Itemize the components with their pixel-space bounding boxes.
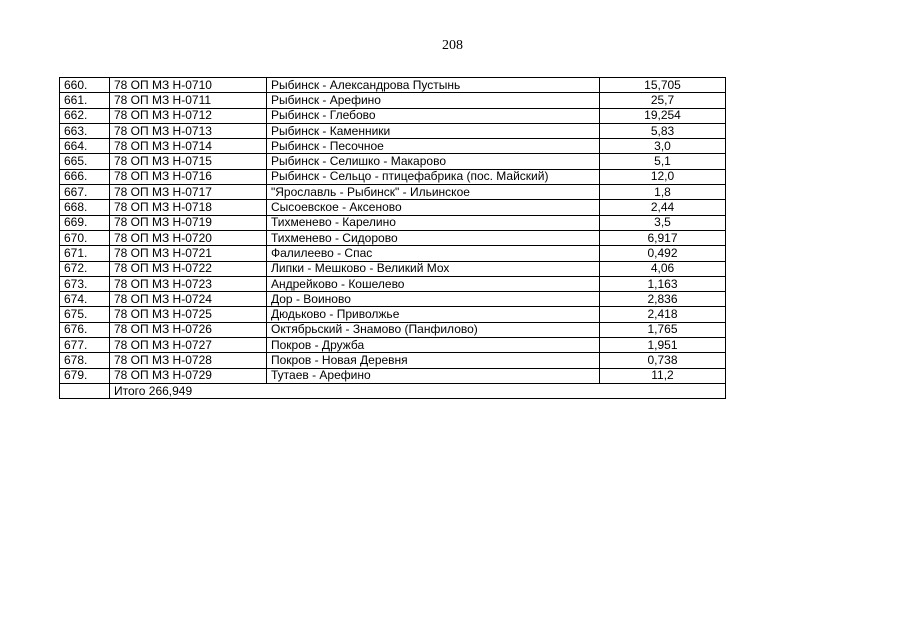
total-row-label: Итого 266,949 bbox=[110, 383, 726, 398]
row-number-cell: 665. bbox=[60, 154, 110, 169]
row-number-cell: 669. bbox=[60, 215, 110, 230]
road-name-cell: Сысоевское - Аксеново bbox=[267, 200, 600, 215]
road-code-cell: 78 ОП МЗ Н-0727 bbox=[110, 338, 267, 353]
table-row bbox=[60, 322, 726, 337]
table-row bbox=[60, 200, 726, 215]
road-name-cell: Рыбинск - Сельцо - птицефабрика (пос. Майский) bbox=[267, 169, 600, 184]
table-row bbox=[60, 123, 726, 138]
row-number-cell: 672. bbox=[60, 261, 110, 276]
table-row bbox=[60, 368, 726, 383]
road-name-cell: Рыбинск - Селишко - Макарово bbox=[267, 154, 600, 169]
roads-table-body bbox=[60, 78, 726, 384]
row-number-cell: 674. bbox=[60, 292, 110, 307]
road-code-cell: 78 ОП МЗ Н-0712 bbox=[110, 108, 267, 123]
road-length-cell: 19,254 bbox=[600, 108, 726, 123]
road-name-cell: Тутаев - Арефино bbox=[267, 368, 600, 383]
road-length-cell: 1,951 bbox=[600, 338, 726, 353]
row-number-cell: 663. bbox=[60, 123, 110, 138]
road-code-cell: 78 ОП МЗ Н-0724 bbox=[110, 292, 267, 307]
row-number-cell: 662. bbox=[60, 108, 110, 123]
road-length-cell: 2,418 bbox=[600, 307, 726, 322]
table-row bbox=[60, 307, 726, 322]
road-code-cell: 78 ОП МЗ Н-0719 bbox=[110, 215, 267, 230]
road-code-cell: 78 ОП МЗ Н-0715 bbox=[110, 154, 267, 169]
row-number-cell: 667. bbox=[60, 185, 110, 200]
road-length-cell: 3,0 bbox=[600, 139, 726, 154]
row-number-cell: 668. bbox=[60, 200, 110, 215]
road-name-cell: Рыбинск - Глебово bbox=[267, 108, 600, 123]
table-row bbox=[60, 215, 726, 230]
road-code-cell: 78 ОП МЗ Н-0718 bbox=[110, 200, 267, 215]
road-length-cell: 1,8 bbox=[600, 185, 726, 200]
road-name-cell: Покров - Новая Деревня bbox=[267, 353, 600, 368]
road-name-cell: Октябрьский - Знамово (Панфилово) bbox=[267, 322, 600, 337]
road-name-cell: Рыбинск - Каменники bbox=[267, 123, 600, 138]
table-row bbox=[60, 261, 726, 276]
row-number-cell: 671. bbox=[60, 246, 110, 261]
road-length-cell: 5,1 bbox=[600, 154, 726, 169]
road-length-cell: 2,836 bbox=[600, 292, 726, 307]
table-row bbox=[60, 139, 726, 154]
road-code-cell: 78 ОП МЗ Н-0710 bbox=[110, 78, 267, 93]
road-code-cell: 78 ОП МЗ Н-0721 bbox=[110, 246, 267, 261]
road-code-cell: 78 ОП МЗ Н-0723 bbox=[110, 276, 267, 291]
road-code-cell: 78 ОП МЗ Н-0716 bbox=[110, 169, 267, 184]
row-number-cell: 675. bbox=[60, 307, 110, 322]
row-number-cell: 664. bbox=[60, 139, 110, 154]
row-number-cell: 678. bbox=[60, 353, 110, 368]
road-code-cell: 78 ОП МЗ Н-0729 bbox=[110, 368, 267, 383]
road-code-cell: 78 ОП МЗ Н-0711 bbox=[110, 93, 267, 108]
table-row bbox=[60, 154, 726, 169]
road-length-cell: 12,0 bbox=[600, 169, 726, 184]
road-code-cell: 78 ОП МЗ Н-0726 bbox=[110, 322, 267, 337]
total-row-empty-cell bbox=[60, 383, 110, 398]
road-code-cell: 78 ОП МЗ Н-0720 bbox=[110, 230, 267, 245]
road-name-cell: Покров - Дружба bbox=[267, 338, 600, 353]
row-number-cell: 677. bbox=[60, 338, 110, 353]
road-length-cell: 2,44 bbox=[600, 200, 726, 215]
table-row bbox=[60, 108, 726, 123]
road-code-cell: 78 ОП МЗ Н-0714 bbox=[110, 139, 267, 154]
road-length-cell: 25,7 bbox=[600, 93, 726, 108]
table-row bbox=[60, 230, 726, 245]
road-name-cell: Дор - Воиново bbox=[267, 292, 600, 307]
roads-table bbox=[59, 77, 726, 399]
table-row bbox=[60, 292, 726, 307]
road-name-cell: Липки - Мешково - Великий Мох bbox=[267, 261, 600, 276]
road-length-cell: 1,163 bbox=[600, 276, 726, 291]
road-name-cell: Тихменево - Сидорово bbox=[267, 230, 600, 245]
table-row bbox=[60, 169, 726, 184]
table-row bbox=[60, 246, 726, 261]
road-length-cell: 0,492 bbox=[600, 246, 726, 261]
road-length-cell: 5,83 bbox=[600, 123, 726, 138]
road-length-cell: 1,765 bbox=[600, 322, 726, 337]
table-row bbox=[60, 78, 726, 93]
row-number-cell: 670. bbox=[60, 230, 110, 245]
row-number-cell: 679. bbox=[60, 368, 110, 383]
road-name-cell: Рыбинск - Арефино bbox=[267, 93, 600, 108]
table-row bbox=[60, 93, 726, 108]
row-number-cell: 673. bbox=[60, 276, 110, 291]
road-name-cell: Рыбинск - Песочное bbox=[267, 139, 600, 154]
row-number-cell: 666. bbox=[60, 169, 110, 184]
road-length-cell: 6,917 bbox=[600, 230, 726, 245]
road-length-cell: 4,06 bbox=[600, 261, 726, 276]
table-row bbox=[60, 353, 726, 368]
road-name-cell: Дюдьково - Приволжье bbox=[267, 307, 600, 322]
road-length-cell: 0,738 bbox=[600, 353, 726, 368]
page-number: 208 bbox=[442, 38, 463, 53]
road-length-cell: 3,5 bbox=[600, 215, 726, 230]
road-code-cell: 78 ОП МЗ Н-0728 bbox=[110, 353, 267, 368]
row-number-cell: 660. bbox=[60, 78, 110, 93]
road-name-cell: Андрейково - Кошелево bbox=[267, 276, 600, 291]
row-number-cell: 676. bbox=[60, 322, 110, 337]
road-code-cell: 78 ОП МЗ Н-0725 bbox=[110, 307, 267, 322]
road-name-cell: Фалилеево - Спас bbox=[267, 246, 600, 261]
road-length-cell: 15,705 bbox=[600, 78, 726, 93]
road-name-cell: Тихменево - Карелино bbox=[267, 215, 600, 230]
road-code-cell: 78 ОП МЗ Н-0717 bbox=[110, 185, 267, 200]
road-name-cell: "Ярославль - Рыбинск" - Ильинское bbox=[267, 185, 600, 200]
road-name-cell: Рыбинск - Александрова Пустынь bbox=[267, 78, 600, 93]
road-length-cell: 11,2 bbox=[600, 368, 726, 383]
road-code-cell: 78 ОП МЗ Н-0713 bbox=[110, 123, 267, 138]
table-row bbox=[60, 185, 726, 200]
road-code-cell: 78 ОП МЗ Н-0722 bbox=[110, 261, 267, 276]
row-number-cell: 661. bbox=[60, 93, 110, 108]
total-row bbox=[60, 383, 726, 398]
table-row bbox=[60, 276, 726, 291]
table-row bbox=[60, 338, 726, 353]
